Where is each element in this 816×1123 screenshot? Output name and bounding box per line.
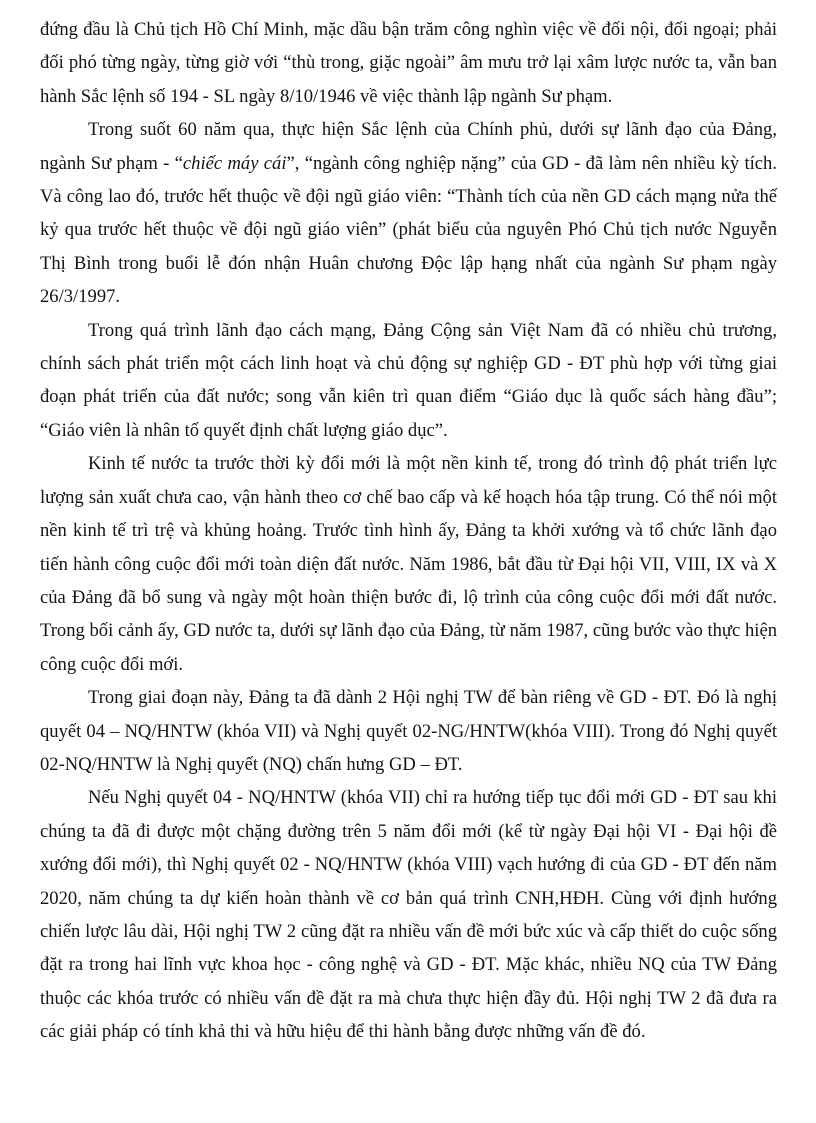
paragraph-5: Trong giai đoạn này, Đảng ta đã dành 2 Hội nghị TW để bàn riêng về GD - ĐT. Đó là nghị quyết 04 – NQ/HNTW (khóa VII) và Nghị quyết 02-NG/HNTW(khóa VIII). Trong đó Nghị quyết 02-NQ/HNTW là Nghị quyết (NQ) chấn hưng GD – ĐT.	[40, 687, 777, 775]
paragraph-3: Trong quá trình lãnh đạo cách mạng, Đảng Cộng sản Việt Nam đã có nhiều chủ trương, chính sách phát triển một cách linh hoạt và chủ động sự nghiệp GD - ĐT phù hợp với từng giai đoạn phát triển của đất nước; song vẫn kiên trì quan điểm “Giáo dục là quốc sách hàng đầu”; “Giáo viên là nhân tố quyết định chất lượng giáo dục”.	[40, 319, 777, 441]
paragraph-6: Nếu Nghị quyết 04 - NQ/HNTW (khóa VII) chỉ ra hướng tiếp tục đổi mới GD - ĐT sau khi chúng ta đã đi được một chặng đường trên 5 năm đổi mới (kể từ ngày Đại hội VI - Đại hội đề xướng đổi mới), thì Nghị quyết 02 - NQ/HNTW (khóa VIII) vạch hướng đi của GD - ĐT đến năm 2020, năm chúng ta dự kiến hoàn thành về cơ bản quá trình CNH,HĐH. Cùng với định hướng chiến lược lâu dài, Hội nghị TW 2 cũng đặt ra nhiều vấn đề mới bức xúc và cấp thiết do cuộc sống đặt ra trong hai lĩnh vực khoa học - công nghệ và GD - ĐT. Mặc khác, nhiều NQ của TW Đảng thuộc các khóa trước có nhiều vấn đề đặt ra mà chưa thực hiện đầy đủ. Hội nghị TW 2 đã đưa ra các giải pháp có tính khả thi và hữu hiệu để thi hành bằng được những vấn đề đó.	[40, 787, 777, 1043]
paragraph-2-text-a: Trong suốt 60 năm qua, thực hiện Sắc lệnh của Chính phủ, dưới sự lãnh đạo của Đảng, ngành Sư phạm - “	[40, 119, 777, 174]
paragraph-1: đứng đầu là Chủ tịch Hồ Chí Minh, mặc dầu bận trăm công nghìn việc về đối nội, đối ngoại; phải đối phó từng ngày, từng giờ với “thù trong, giặc ngoài” âm mưu trở lại xâm lược nước ta, vẫn ban hành Sắc lệnh số 194 - SL ngày 8/10/1946 về việc thành lập ngành Sư phạm.	[40, 19, 777, 107]
paragraph-2	[40, 113, 777, 313]
document-page	[40, 13, 777, 1049]
paragraph-2-emphasis: chiếc máy cái	[182, 152, 287, 174]
paragraph-4: Kinh tế nước ta trước thời kỳ đổi mới là một nền kinh tế, trong đó trình độ phát triển lực lượng sản xuất chưa cao, vận hành theo cơ chế bao cấp và kế hoạch hóa tập trung. Có thể nói một nền kinh tế trì trệ và khủng hoảng. Trước tình hình ấy, Đảng ta khởi xướng và tổ chức lãnh đạo tiến hành công cuộc đổi mới toàn diện đất nước. Năm 1986, bắt đầu từ Đại hội VII, VIII, IX và X của Đảng đã bổ sung và ngày một hoàn thiện bước đi, lộ trình của công cuộc đổi mới đất nước. Trong bối cảnh ấy, GD nước ta, dưới sự lãnh đạo của Đảng, từ năm 1987, cũng bước vào thực hiện công cuộc đổi mới.	[40, 453, 777, 675]
paragraph-2-text-b: ”, “ngành công nghiệp nặng” của GD - đã làm nên nhiều kỳ tích. Và công lao đó, trước hết thuộc về đội ngũ giáo viên: “Thành tích của nền GD cách mạng nửa thế kỷ qua trước hết thuộc về đội ngũ giáo viên” (phát biểu của nguyên Phó Chủ tịch nước Nguyễn Thị Bình trong buổi lễ đón nhận Huân chương Độc lập hạng nhất của ngành Sư phạm ngày 26/3/1997.	[40, 152, 777, 308]
